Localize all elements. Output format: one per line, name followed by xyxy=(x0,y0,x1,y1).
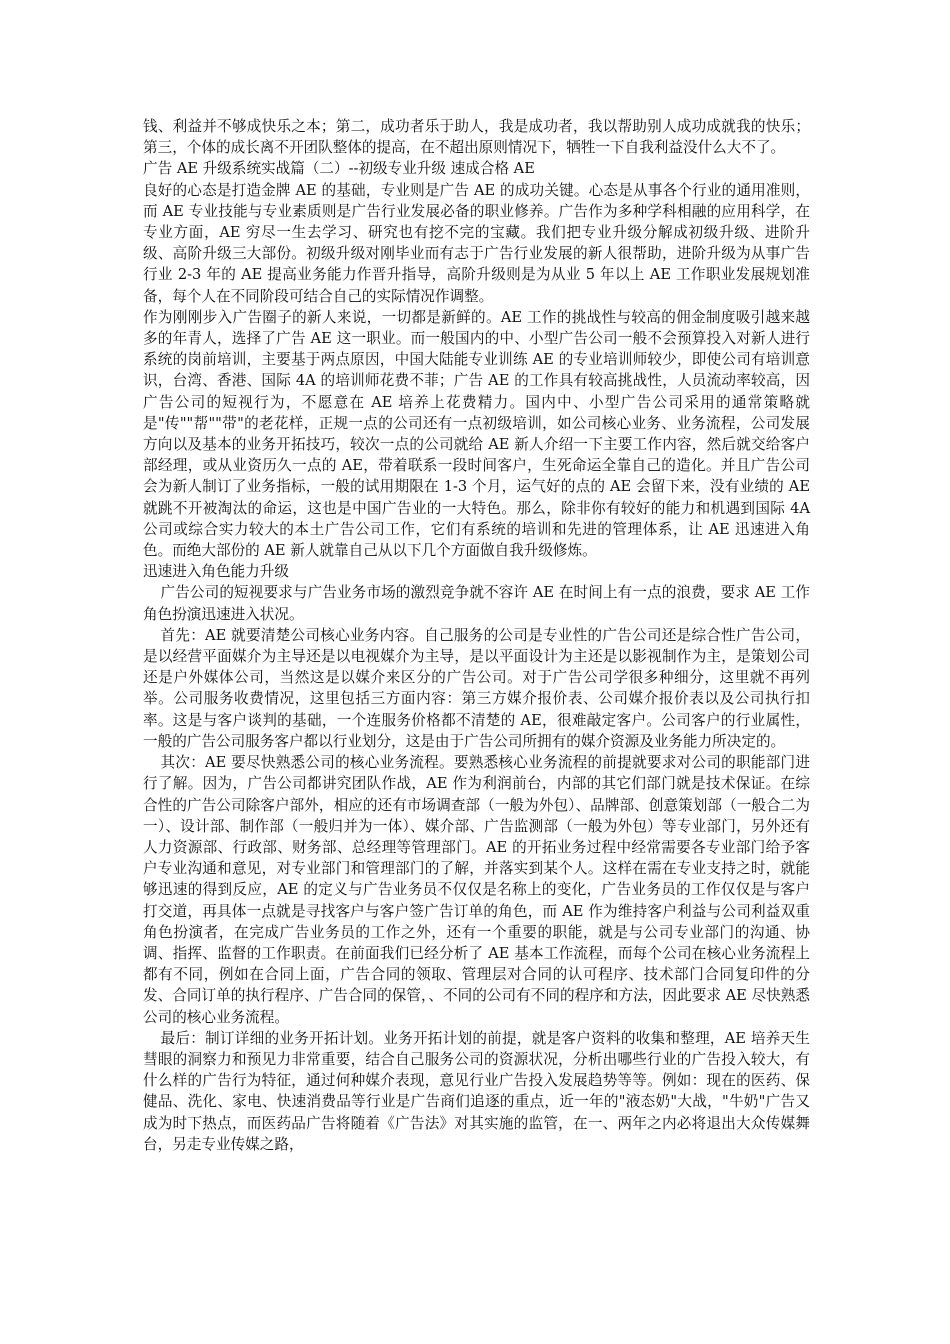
paragraph-5: 首先：AE 就要清楚公司核心业务内容。自己服务的公司是专业性的广告公司还是综合性广告公司，是以经营平面媒介为主导还是以电视媒介为主导，是以平面设计为主还是以影视制作为主，是策划公司还是户外媒体公司，当然这是以媒介来区分的广告公司。对于广告公司学很多种细分，这里就不再列举。公司服务收费情况，这里包括三方面内容：第三方媒介报价表、公司媒介报价表以及公司执行扣率。这是与客户谈判的基础，一个连服务价格都不清楚的 AE，很难敲定客户。公司客户的行业属性，一般的广告公司服务客户都以行业划分，这是由于广告公司所拥有的媒介资源及业务能力所决定的。 xyxy=(143,626,810,750)
paragraph-3: 作为刚刚步入广告圈子的新人来说，一切都是新鲜的。AE 工作的挑战性与较高的佣金制度吸引越来越多的年青人，选择了广告 AE 这一职业。而一般国内的中、小型广告公司一般不会预算投入对新人进行系统的岗前培训，主要基于两点原因，中国大陆能专业训练 AE 的专业培训师较少，即使公司有培训意识，台湾、香港、国际 4A 的培训师花费不菲；广告 AE 的工作具有较高挑战性，人员流动率较高，因广告公司的短视行为，不愿意在 AE 培养上花费精力。国内中、小型广告公司采用的通常策略就是"传""帮""带"的老花样，正规一点的公司还有一点初级培训，如公司核心业务、业务流程，公司发展方向以及基本的业务开拓技巧，较次一点的公司就给 AE 新人介绍一下主要工作内容，然后就交给客户部经理，或从业资历久一点的 AE，带着联系一段时间客户，生死命运全靠自己的造化。并且广告公司会为新人制订了业务指标，一般的试用期限在 1-3 个月，运气好的点的 AE 会留下来，没有业绩的 AE 就跳不开被淘汰的命运，这也是中国广告业的一大特色。那么，除非你有较好的能力和机遇到国际 4A 公司或综合实力较大的本土广告公司工作，它们有系统的培训和先进的管理体系，让 AE 迅速进入角色。而绝大部份的 AE 新人就靠自己从以下几个方面做自我升级修炼。 xyxy=(143,308,810,560)
section-title: 广告 AE 升级系统实战篇（二）--初级专业升级 速成合格 AE xyxy=(143,160,535,178)
paragraph-6: 其次：AE 要尽快熟悉公司的核心业务流程。要熟悉核心业务流程的前提就要求对公司的职能部门进行了解。因为，广告公司都讲究团队作战，AE 作为利润前台，内部的其它们部门就是技术保证。在综合性的广告公司除客户部外，相应的还有市场调查部（一般为外包）、品牌部、创意策划部（一般合二为一）、设计部、制作部（一般归并为一体）、媒介部、广告监测部（一般为外包）等专业部门，另外还有人力资源部、行政部、财务部、总经理等管理部门。AE 的开拓业务过程中经常需要各专业部门给予客户专业沟通和意见，对专业部门和管理部门的了解，并落实到某个人。这样在需在专业支持之时，就能够迅速的得到反应，AE 的定义与广告业务员不仅仅是名称上的变化，广告业务员的工作仅仅是与客户打交道，再具体一点就是寻找客户与客户签广告订单的角色，而 AE 作为维持客户利益与公司利益双重角色扮演者，在完成广告业务员的工作之外，还有一个重要的职能，就是与公司专业部门的沟通、协调、指挥、监督的工作职责。在前面我们已经分析了 AE 基本工作流程，而每个公司在核心业务流程上都有不同，例如在合同上面，广告合同的领取、管理层对合同的认可程序、技术部门合同复印件的分发、合同订单的执行程序、广告合同的保管，、不同的公司有不同的程序和方法，因此要求 AE 尽快熟悉公司的核心业务流程。 xyxy=(143,754,810,1026)
paragraph-1: 钱、利益并不够成快乐之本；第二，成功者乐于助人，我是成功者，我以帮助别人成功成就我的快乐；第三，个体的成长离不开团队整体的提高，在不超出原则情况下，牺牲一下自我利益没什么大不了。 xyxy=(143,118,810,157)
subheading: 迅速进入角色能力升级 xyxy=(143,563,289,581)
paragraph-4: 广告公司的短视要求与广告业务市场的激烈竞争就不容许 AE 在时间上有一点的浪费，要求 AE 工作角色扮演迅速进入状况。 xyxy=(143,584,810,623)
paragraph-2: 良好的心态是打造金牌 AE 的基础，专业则是广告 AE 的成功关键。心态是从事各个行业的通用准则，而 AE 专业技能与专业素质则是广告行业发展必备的职业修养。广告作为多种学科相融的应用科学，在专业方面，AE 穷尽一生去学习、研究也有挖不完的宝藏。我们把专业升级分解成初级升级、进阶升级、高阶升级三大部份。初级升级对刚毕业而有志于广告行业发展的新人很帮助，进阶升级为从事广告行业 2-3 年的 AE 提高业务能力作晋升指导，高阶升级则是为从业 5 年以上 AE 工作职业发展规划准备，每个人在不同阶段可结合自己的实际情况作调整。 xyxy=(143,181,810,305)
document-page xyxy=(143,116,810,1155)
paragraph-7: 最后：制订详细的业务开拓计划。业务开拓计划的前提，就是客户资料的收集和整理，AE 培养天生彗眼的洞察力和预见力非常重要，结合自己服务公司的资源状况，分析出哪些行业的广告投入较大，有什么样的广告行为特征，通过何种媒介表现，意见行业广告投入发展趋势等等。例如：现在的医药、保健品、洗化、家电、快速消费品等行业是广告商们追逐的重点，近一年的"液态奶"大战，"牛奶"广告又成为时下热点，而医药品广告将随着《广告法》对其实施的监管，在一、两年之内必将退出大众传媒舞台，另走专业传媒之路， xyxy=(143,1029,810,1153)
